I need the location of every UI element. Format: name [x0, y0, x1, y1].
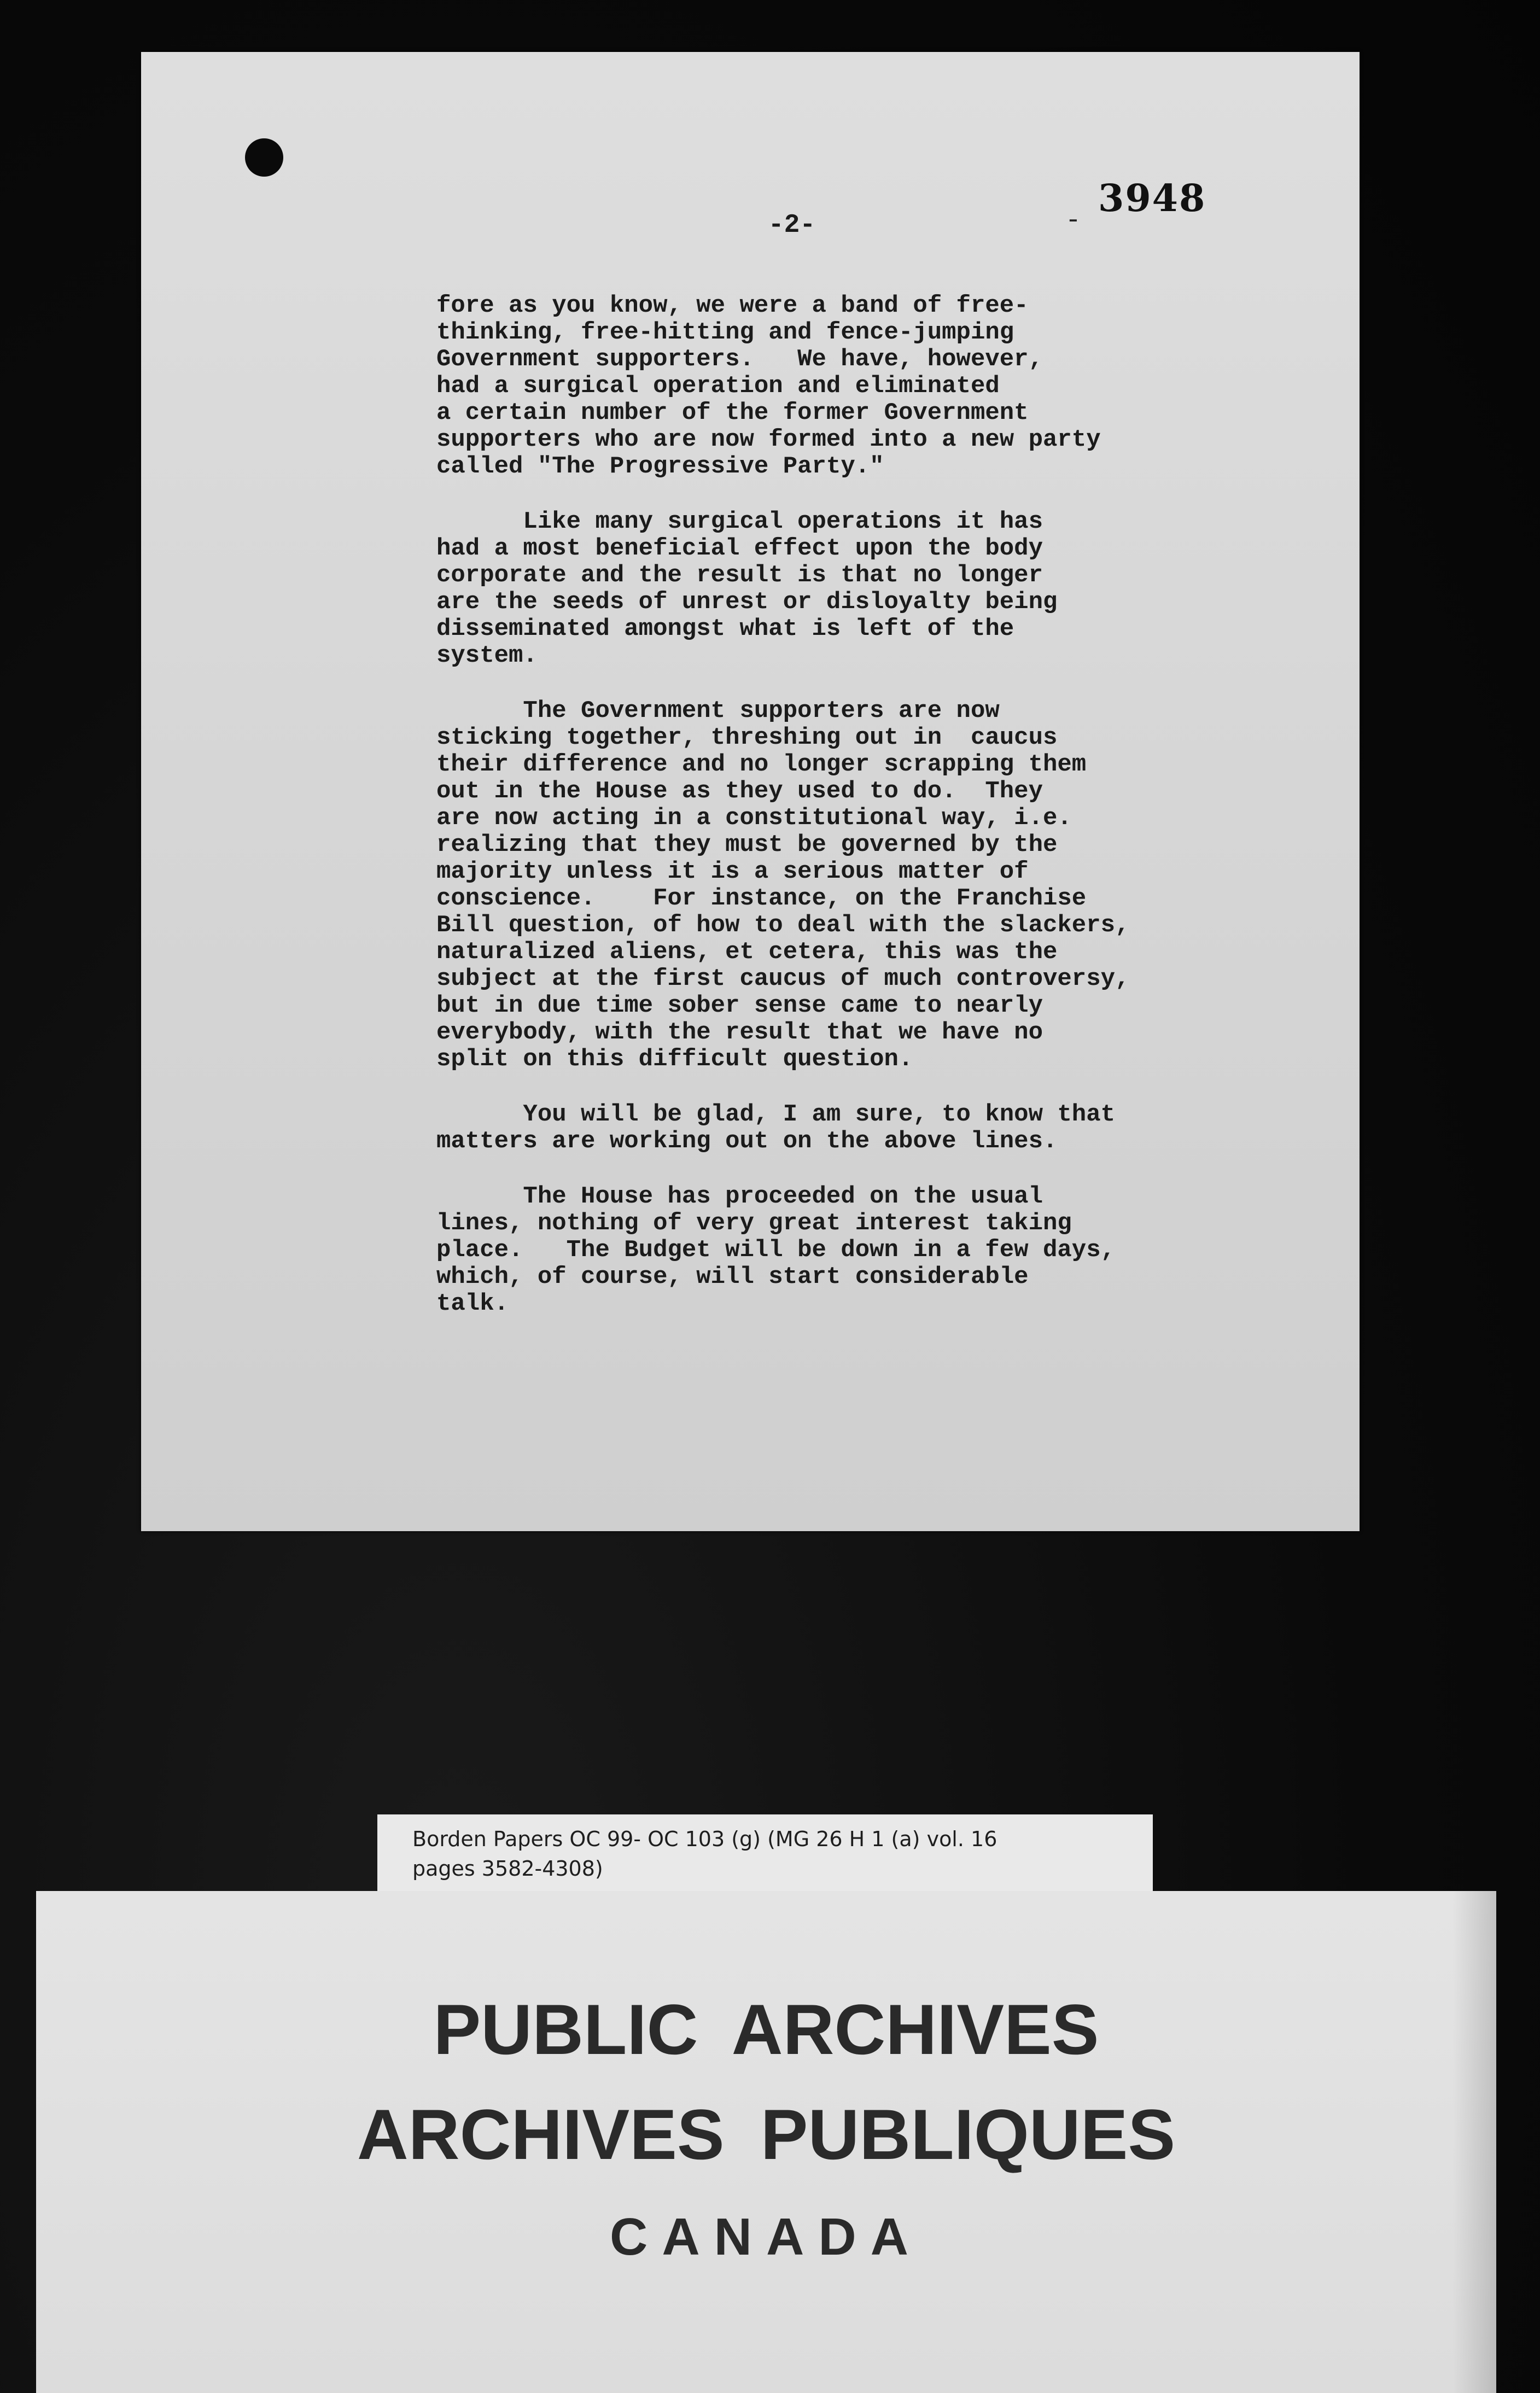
call-number-line-2: pages 3582-4308) — [412, 1857, 603, 1881]
letter-body — [436, 293, 1410, 1317]
call-number-label — [377, 1814, 1153, 1891]
letter-page — [141, 52, 1360, 1531]
page-number: -2- — [768, 211, 816, 240]
stamp-line-public-archives: PUBLIC ARCHIVES — [433, 1989, 1099, 2069]
call-number-line-1: Borden Papers OC 99- OC 103 (g) (MG 26 H 1 (a) vol. 16 — [412, 1827, 998, 1851]
paragraph-2: Like many surgical operations it has had a most beneficial effect upon the body corporate and the result is that no longer are the seeds of unrest or disloyalty being disseminated amongst what is left of the system. — [436, 508, 1058, 669]
paragraph-3: The Government supporters are now sticking together, threshing out in caucus their difference and no longer scrapping them out in the House as they used to do. They are now acting in a constitutional way, i.e. realizing that they must be governed by the majority unless it is a serious matter of conscience. For instance, on the Franchise Bill question, of how to deal with the slackers, naturalized aliens, et cetera, this was the subject at the first caucus of much controversy, but in due time sober sense came to nearly everybody, with the result that we have no split on this difficult question. — [436, 697, 1130, 1073]
stamp-line-archives-publiques: ARCHIVES PUBLIQUES — [357, 2094, 1176, 2174]
punch-hole — [245, 138, 283, 177]
stamp-line-canada: CANADA — [610, 2208, 923, 2266]
folio-dash: - — [1065, 206, 1081, 236]
paragraph-5: The House has proceeded on the usual lines, nothing of very great interest taking place. The Budget will be down in a few days, which, of course, will start considerable talk. — [436, 1183, 1116, 1317]
archive-stamp-card — [36, 1891, 1496, 2393]
paragraph-1: fore as you know, we were a band of free- thinking, free-hitting and fence-jumping Government supporters. We have, however, had a surgical operation and eliminated a certain number of the former Government supporters who are now formed into a new party called "The Progressive Party." — [436, 292, 1101, 480]
paragraph-4: You will be glad, I am sure, to know that matters are working out on the above lines. — [436, 1101, 1116, 1155]
folio-number: 3948 — [1098, 177, 1206, 220]
